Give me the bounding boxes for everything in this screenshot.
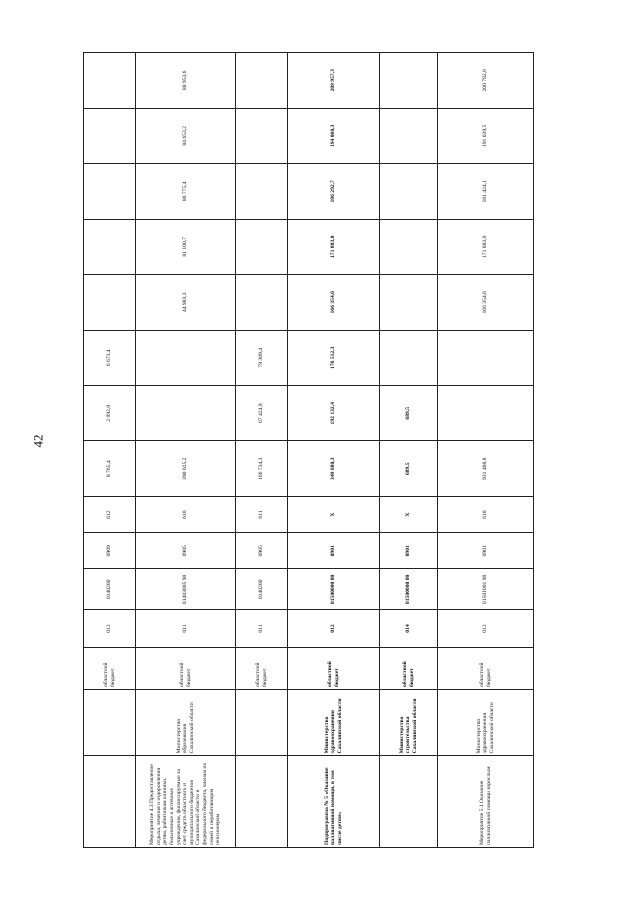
cell-csr-code: 0140200	[236, 569, 288, 610]
cell-amount: 931 408,8	[438, 441, 534, 496]
cell-funding-source: областной бюджет	[438, 647, 534, 689]
cell-amount	[84, 108, 136, 163]
table-row	[288, 53, 380, 848]
cell-amount	[380, 108, 438, 163]
cell-amount: 171 883,0	[438, 219, 534, 274]
cell-amount	[136, 386, 236, 441]
cell-funding-source: областной бюджет	[136, 647, 236, 689]
cell-amount: 200 782,6	[438, 53, 534, 109]
cell-amount	[84, 164, 136, 219]
page-number: 42	[30, 434, 46, 448]
cell-vr-code: 611	[236, 496, 288, 532]
cell-amount: 181 424,1	[438, 164, 534, 219]
cell-amount: 81 100,7	[136, 219, 236, 274]
cell-grbs-code: 014	[380, 610, 438, 647]
table-row	[380, 53, 438, 848]
cell-amount	[236, 219, 288, 274]
cell-funding-source: областной бюджет	[380, 647, 438, 689]
cell-csr-code: 01500000 00	[380, 569, 438, 610]
cell-amount: 6 673,4	[84, 330, 136, 385]
cell-event: Мероприятие 5.1 Оказание паллиативной помощи взрослым	[438, 756, 534, 848]
cell-grbs-code: 012	[84, 610, 136, 647]
cell-rz-pr-code: 0901	[380, 533, 438, 569]
cell-executor	[84, 689, 136, 755]
cell-amount: 390 025,2	[136, 441, 236, 496]
cell-amount	[236, 108, 288, 163]
cell-amount	[380, 164, 438, 219]
cell-amount	[136, 330, 236, 385]
cell-funding-source: областной бюджет	[236, 647, 288, 689]
cell-funding-source: областной бюджет	[84, 647, 136, 689]
cell-amount: 84 653,2	[136, 108, 236, 163]
cell-amount	[380, 53, 438, 109]
cell-event	[84, 756, 136, 848]
cell-rz-pr-code: 0905	[236, 533, 288, 569]
cell-event	[236, 756, 288, 848]
cell-amount: 44 983,3	[136, 275, 236, 330]
cell-amount: 8 765,4	[84, 441, 136, 496]
table-row	[136, 53, 236, 848]
cell-vr-code: 610	[438, 496, 534, 532]
cell-executor: Министерство здравоохранения Сахалинской области	[438, 689, 534, 755]
cell-vr-code: Х	[288, 496, 380, 532]
cell-amount	[84, 219, 136, 274]
cell-amount	[380, 219, 438, 274]
cell-amount: 176 512,3	[288, 330, 380, 385]
cell-vr-code: 612	[84, 496, 136, 532]
cell-grbs-code: 012	[438, 610, 534, 647]
cell-grbs-code: 011	[136, 610, 236, 647]
cell-amount	[438, 386, 534, 441]
cell-event: Мероприятие 4.3 Предоставление отдыха, лечения и оздоровления детям, работникам клиники, больничные и аптечные учреждения, финансируемые за счет средств областного и муниципального бюджетов Сахалинской области и федерального бюджета, членам их семей и неработающим пенсионерам	[136, 756, 236, 848]
cell-rz-pr-code: 0901	[288, 533, 380, 569]
cell-amount	[84, 275, 136, 330]
cell-amount: 166 734,3	[236, 441, 288, 496]
cell-amount: 192 132,4	[288, 386, 380, 441]
cell-amount: 191 039,5	[438, 108, 534, 163]
cell-amount: 80 775,4	[136, 164, 236, 219]
cell-rz-pr-code: 0901	[438, 533, 534, 569]
budget-table	[83, 52, 534, 848]
cell-amount: 88 953,6	[136, 53, 236, 109]
table-row	[438, 53, 534, 848]
cell-amount: 2 092,0	[84, 386, 136, 441]
cell-vr-code: 610	[136, 496, 236, 532]
cell-csr-code: 01500000 00	[288, 569, 380, 610]
cell-csr-code: 01403005 90	[136, 569, 236, 610]
cell-amount: 689,5	[380, 386, 438, 441]
table-row	[84, 53, 136, 848]
cell-executor	[236, 689, 288, 755]
cell-amount	[84, 53, 136, 109]
cell-amount	[236, 164, 288, 219]
cell-amount: 166 354,6	[438, 275, 534, 330]
cell-amount: 186 292,7	[288, 164, 380, 219]
cell-amount	[236, 275, 288, 330]
cell-amount: 79 309,4	[236, 330, 288, 385]
cell-amount: 171 883,0	[288, 219, 380, 274]
cell-executor: Министерство строительства Сахалинской области	[380, 689, 438, 755]
cell-amount: 67 424,9	[236, 386, 288, 441]
cell-grbs-code: 011	[236, 610, 288, 647]
cell-amount: 166 354,6	[288, 275, 380, 330]
cell-amount: 689,5	[380, 441, 438, 496]
cell-funding-source: областной бюджет	[288, 647, 380, 689]
cell-csr-code: 01501001 90	[438, 569, 534, 610]
cell-rz-pr-code: 0905	[136, 533, 236, 569]
rotated-table-container	[83, 52, 533, 848]
table-row	[236, 53, 288, 848]
cell-amount: 194 060,3	[288, 108, 380, 163]
cell-amount	[438, 330, 534, 385]
cell-amount: 209 957,3	[288, 53, 380, 109]
cell-event: Подпрограмма № 5 «Оказание паллиативной помощи, в том числе детям»	[288, 756, 380, 848]
cell-amount: 349 680,3	[288, 441, 380, 496]
cell-event	[380, 756, 438, 848]
cell-grbs-code: 012	[288, 610, 380, 647]
cell-amount	[380, 275, 438, 330]
cell-amount	[380, 330, 438, 385]
cell-executor: Министерство здравоохранения Сахалинской области	[288, 689, 380, 755]
cell-vr-code: Х	[380, 496, 438, 532]
cell-amount	[236, 53, 288, 109]
cell-executor: Министерство образования Сахалинской области	[136, 689, 236, 755]
cell-csr-code: 0140200	[84, 569, 136, 610]
cell-rz-pr-code: 0909	[84, 533, 136, 569]
